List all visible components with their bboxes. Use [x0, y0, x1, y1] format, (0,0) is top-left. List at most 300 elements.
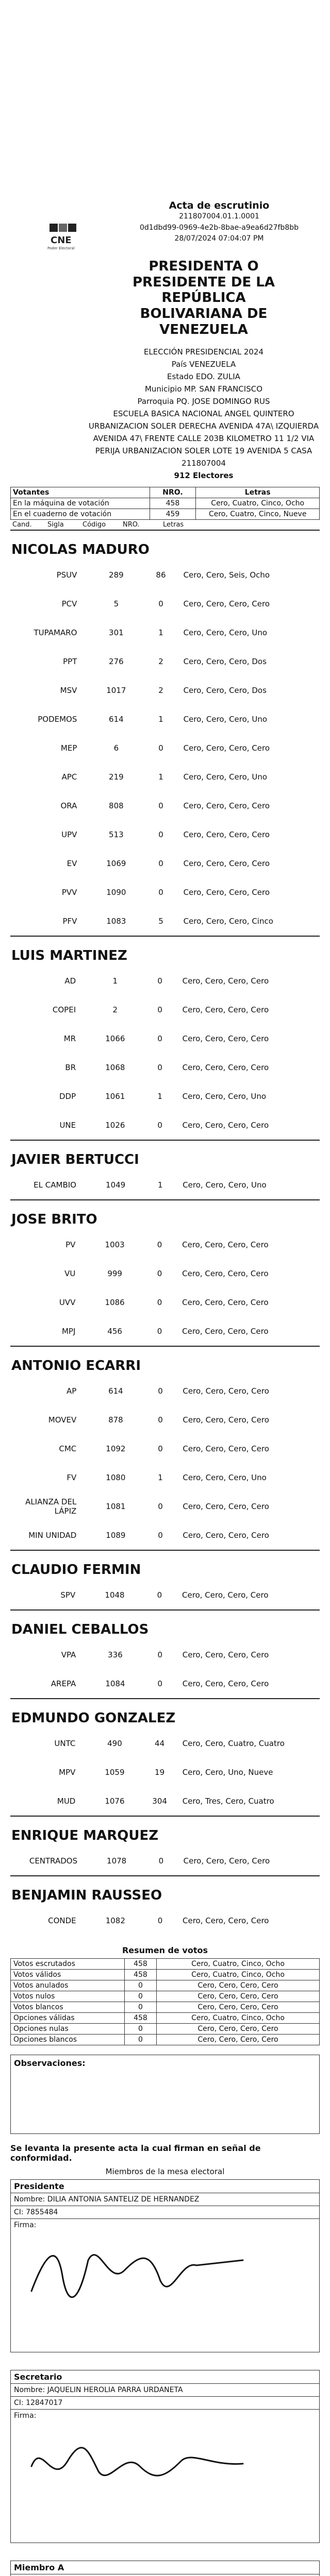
- candidate-table: [10, 1846, 320, 1875]
- candidate-name: ENRIQUE MARQUEZ: [10, 1816, 320, 1846]
- cell-letras: Cero, Cero, Cero, Cero: [157, 2035, 320, 2045]
- cell-nro: 0: [124, 2002, 156, 2013]
- cell-letras: Cero, Cero, Cero, Uno: [183, 628, 267, 638]
- cell-nro: 0: [124, 2024, 156, 2035]
- member-card: [10, 2561, 320, 2576]
- cell-letras: Cero, Cero, Cero, Dos: [183, 686, 267, 696]
- table-row: [11, 2035, 320, 2045]
- cell-sigla: COPEI: [52, 1005, 76, 1015]
- acta-serial: 0d1dbd99-0969-4e2b-8bae-a9ea6d27fb8bb: [139, 223, 299, 232]
- cell-nro: 0: [158, 859, 163, 869]
- cell-letras: Cero, Tres, Cero, Cuatro: [182, 1797, 274, 1806]
- cell-cod: 1090: [106, 888, 126, 897]
- candidate-name: ANTONIO ECARRI: [10, 1346, 320, 1377]
- table-row: [10, 647, 320, 676]
- cell-cod: 1089: [106, 1531, 126, 1540]
- cell-nro: 0: [158, 599, 163, 609]
- member-ci: CI: 12847017: [11, 2397, 319, 2410]
- main-title: [10, 259, 320, 337]
- cell-nro: 1: [157, 1180, 163, 1190]
- cell-sigla: PODEMOS: [38, 715, 77, 724]
- candidate-name: JAVIER BERTUCCI: [10, 1140, 320, 1171]
- cell-sigla: APC: [61, 772, 77, 782]
- row-label: En la máquina de votación: [11, 498, 150, 509]
- cell-sigla: CONDE: [48, 1916, 76, 1926]
- cell-letras: Cero, Cero, Cero, Cero: [157, 2024, 320, 2035]
- candidate-table: [10, 1581, 320, 1609]
- cell-letras: Cero, Cero, Cero, Cero: [182, 1240, 269, 1250]
- cell-nro: 0: [157, 1240, 162, 1250]
- table-row: [10, 1492, 320, 1521]
- cell-letras: Cero, Cero, Cero, Cero: [182, 1063, 269, 1073]
- cell-sigla: SPV: [60, 1590, 76, 1600]
- main-title-line: REPÚBLICA: [161, 290, 246, 306]
- svg-text:Poder Electoral: Poder Electoral: [47, 246, 75, 250]
- cell-letras: Cero, Cero, Cero, Cero: [182, 976, 269, 986]
- parish: Parroquia PQ. JOSE DOMINGO RUS: [137, 397, 270, 406]
- cell-nro: 304: [152, 1797, 167, 1806]
- cell-sigla: UNE: [59, 1121, 76, 1130]
- cell-nro: 19: [155, 1768, 165, 1777]
- cell-sigla: PSUV: [56, 570, 77, 580]
- main-title-line: VENEZUELA: [159, 321, 248, 337]
- table-row: [10, 1053, 320, 1082]
- col-header: NRO.: [123, 521, 140, 529]
- cell-sigla: BR: [65, 1063, 76, 1073]
- row-nro: 458: [150, 498, 196, 509]
- voting-center: ESCUELA BASICA NACIONAL ANGEL QUINTERO: [113, 409, 294, 419]
- electores: 912 Electores: [174, 471, 234, 481]
- member-role: Secretario: [11, 2370, 319, 2384]
- cell-letras: Cero, Cero, Cero, Uno: [182, 1092, 267, 1101]
- cell-letras: Cero, Cero, Cero, Cinco: [183, 917, 273, 926]
- cell-cod: 1080: [106, 1473, 126, 1483]
- cell-letras: Cero, Cero, Cero, Dos: [183, 657, 267, 667]
- cell-nro: 1: [157, 1092, 162, 1101]
- candidate-name: EDMUNDO GONZALEZ: [10, 1698, 320, 1729]
- table-row: [10, 791, 320, 820]
- cell-sigla: EV: [67, 859, 77, 869]
- table-row: [10, 705, 320, 734]
- cell-letras: Cero, Cero, Cero, Uno: [183, 1180, 267, 1190]
- table-row: [10, 1669, 320, 1698]
- cell-sigla: AREPA: [51, 1679, 76, 1689]
- svg-text:CNE: CNE: [51, 235, 72, 246]
- cell-nro: 0: [157, 976, 162, 986]
- firma-label: Firma:: [14, 2221, 37, 2230]
- cell-sigla: MIN UNIDAD: [28, 1531, 77, 1540]
- cell-nro: 0: [158, 1856, 164, 1866]
- cell-sigla: UVV: [59, 1298, 76, 1308]
- cell-nro: 0: [158, 1415, 163, 1425]
- cell-nro: 458: [124, 1959, 156, 1970]
- miembros-title: Miembros de la mesa electoral: [105, 2167, 225, 2177]
- col-header: Letras: [163, 521, 184, 529]
- cell-cod: 614: [109, 715, 124, 724]
- table-row: [10, 1317, 320, 1346]
- cell-nro: 0: [158, 1386, 163, 1396]
- resumen-title: Resumen de votos: [122, 1945, 208, 1956]
- cell-nro: 1: [158, 628, 163, 638]
- cell-nro: 0: [158, 1502, 163, 1512]
- table-row: [10, 849, 320, 878]
- cell-nro: 0: [158, 888, 163, 897]
- cell-cod: 219: [109, 772, 124, 782]
- header: [10, 200, 320, 251]
- table-row: [10, 1521, 320, 1550]
- table-row: [11, 509, 320, 520]
- cell-nro: 0: [158, 743, 163, 753]
- cell-nro: 0: [157, 1298, 162, 1308]
- table-row: [10, 561, 320, 589]
- table-row: [10, 1434, 320, 1463]
- table-row: [11, 2002, 320, 2013]
- cell-cod: 1082: [105, 1916, 125, 1926]
- table-row: [10, 1758, 320, 1787]
- table-row: [10, 1171, 320, 1199]
- cell-sigla: ORA: [60, 801, 77, 811]
- col-header: Sigla: [47, 521, 64, 529]
- candidate-table: [10, 1171, 320, 1199]
- candidate-table: [10, 1230, 320, 1346]
- cell-nro: 0: [157, 1916, 163, 1926]
- table-row: [10, 878, 320, 907]
- cell-letras: Cero, Cero, Cero, Cero: [182, 1121, 269, 1130]
- member-role: Presidente: [11, 2180, 319, 2193]
- cell-letras: Cero, Cero, Cero, Uno: [183, 1473, 267, 1483]
- cell-label: Votos nulos: [11, 1991, 125, 2002]
- member-name: Nombre: JAQUELIN HEROLIA PARRA URDANETA: [11, 2384, 319, 2397]
- cell-label: Votos blancos: [11, 2002, 125, 2013]
- handwritten-signature: [26, 2420, 274, 2523]
- cell-letras: Cero, Cuatro, Cinco, Ocho: [157, 2013, 320, 2024]
- cell-letras: Cero, Cero, Cero, Cero: [183, 1531, 269, 1540]
- cell-letras: Cero, Cero, Cero, Cero: [183, 1386, 269, 1396]
- col-header: Votantes: [11, 487, 150, 498]
- cell-sigla: PV: [65, 1240, 76, 1250]
- cell-cod: 1092: [106, 1444, 126, 1454]
- cell-sigla: CMC: [59, 1444, 77, 1454]
- table-row: [11, 498, 320, 509]
- table-row: [11, 1959, 320, 1970]
- row-letras: Cero, Cuatro, Cinco, Ocho: [196, 498, 320, 509]
- cell-letras: Cero, Cero, Cuatro, Cuatro: [182, 1739, 285, 1749]
- cell-sigla: UNTC: [54, 1739, 76, 1749]
- col-header: Letras: [196, 487, 320, 498]
- cell-sigla: MOVEV: [48, 1415, 77, 1425]
- table-row: [11, 1970, 320, 1980]
- cell-cod: 1083: [106, 917, 126, 926]
- cell-cod: 513: [109, 830, 124, 840]
- table-row: [10, 995, 320, 1024]
- cell-label: Opciones blancos: [11, 2035, 125, 2045]
- col-header: NRO.: [150, 487, 196, 498]
- cell-letras: Cero, Cero, Cero, Cero: [183, 888, 270, 897]
- cell-letras: Cero, Cero, Cero, Uno: [183, 715, 267, 724]
- cell-sigla: ALIANZA DEL LÁPIZ: [25, 1497, 77, 1516]
- cell-sigla: DDP: [59, 1092, 76, 1101]
- cell-letras: Cero, Cero, Cero, Cero: [183, 801, 270, 811]
- table-row: [10, 1846, 320, 1875]
- cne-logo: [10, 200, 119, 251]
- cell-sigla: VU: [64, 1269, 76, 1279]
- center-code: 211807004: [182, 459, 226, 468]
- cell-letras: Cero, Cero, Cero, Cero: [183, 743, 270, 753]
- cell-letras: Cero, Cero, Cero, Cero: [183, 1415, 269, 1425]
- cell-nro: 0: [158, 1531, 163, 1540]
- cell-cod: 808: [109, 801, 124, 811]
- cell-sigla: MEP: [60, 743, 77, 753]
- cell-cod: 1066: [105, 1034, 125, 1044]
- cell-nro: 1: [158, 1473, 163, 1483]
- cell-sigla: PVV: [61, 888, 77, 897]
- cell-cod: 456: [107, 1327, 122, 1336]
- cell-nro: 0: [124, 1980, 156, 1991]
- cell-cod: 999: [107, 1269, 122, 1279]
- cell-nro: 1: [158, 772, 163, 782]
- cell-letras: Cero, Cero, Cero, Cero: [183, 1856, 270, 1866]
- cell-sigla: MPJ: [61, 1327, 76, 1336]
- cell-nro: 0: [157, 1005, 162, 1015]
- candidate-table: [10, 1377, 320, 1550]
- cell-label: Opciones válidas: [11, 2013, 125, 2024]
- cell-nro: 0: [157, 1121, 162, 1130]
- cell-cod: 1003: [105, 1240, 125, 1250]
- cell-cod: 1061: [105, 1092, 125, 1101]
- acta-code: 211807004.01.1.0001: [179, 212, 259, 221]
- candidates-section: [10, 530, 320, 1935]
- cell-letras: Cero, Cero, Cero, Cero: [182, 1590, 269, 1600]
- address: URBANIZACION SOLER DERECHA AVENIDA 47A\ IZQUIERDA AVENIDA 47\ FRENTE CALLE 203B KILOMETRO 11 1/2 VIA PERIJA URBANIZACION SOLER LOTE 19 AVENIDA 5 CASA: [88, 421, 319, 456]
- cell-cod: 336: [108, 1650, 123, 1660]
- acta-receipt: [10, 0, 320, 2576]
- member-signature-area: [11, 2219, 319, 2352]
- election-info: [10, 346, 320, 482]
- row-letras: Cero, Cuatro, Cinco, Nueve: [196, 509, 320, 520]
- table-row: [10, 1082, 320, 1111]
- cell-sigla: MUD: [57, 1797, 76, 1806]
- main-title-line: BOLIVARIANA DE: [140, 306, 268, 322]
- member-ci: CI: 7855484: [11, 2206, 319, 2219]
- cell-cod: 301: [109, 628, 124, 638]
- table-row: [10, 1377, 320, 1405]
- cell-cod: 1084: [105, 1679, 125, 1689]
- cell-letras: Cero, Cero, Uno, Nueve: [182, 1768, 273, 1777]
- header-text: [119, 200, 320, 251]
- cell-letras: Cero, Cero, Cero, Cero: [157, 1980, 320, 1991]
- cell-letras: Cero, Cero, Cero, Cero: [182, 1679, 269, 1689]
- cell-cod: 2: [112, 1005, 118, 1015]
- cell-sigla: AP: [66, 1386, 77, 1396]
- cell-nro: 458: [124, 1970, 156, 1980]
- table-row: [10, 967, 320, 995]
- cell-cod: 1069: [106, 859, 126, 869]
- cell-sigla: MPV: [59, 1768, 76, 1777]
- cell-nro: 0: [157, 1327, 162, 1336]
- table-row: [10, 618, 320, 647]
- cell-cod: 1081: [106, 1502, 126, 1512]
- cell-label: Votos anulados: [11, 1980, 125, 1991]
- main-title-line: PRESIDENTE DE LA: [133, 274, 275, 290]
- cell-cod: 1059: [105, 1768, 125, 1777]
- table-row: [10, 676, 320, 705]
- cell-cod: 490: [107, 1739, 122, 1749]
- table-row: [10, 1729, 320, 1758]
- cell-letras: Cero, Cero, Cero, Uno: [183, 772, 267, 782]
- row-label: En el cuaderno de votación: [11, 509, 150, 520]
- cell-sigla: PPT: [63, 657, 77, 667]
- cell-nro: 0: [158, 801, 163, 811]
- table-row: [10, 1111, 320, 1140]
- table-row: [10, 1640, 320, 1669]
- cell-letras: Cero, Cero, Cero, Cero: [183, 1502, 269, 1512]
- table-row: [10, 1288, 320, 1317]
- cell-nro: 0: [124, 2035, 156, 2045]
- cell-cod: 1: [112, 976, 118, 986]
- acta-title: Acta de escrutinio: [169, 200, 270, 211]
- cell-nro: 0: [157, 1269, 162, 1279]
- cell-cod: 5: [113, 599, 119, 609]
- cell-cod: 1049: [106, 1180, 126, 1190]
- cell-sigla: VPA: [61, 1650, 76, 1660]
- state: Estado EDO. ZULIA: [167, 372, 240, 382]
- cell-letras: Cero, Cero, Cero, Cero: [182, 1005, 269, 1015]
- table-row: [10, 1906, 320, 1935]
- cell-nro: 0: [157, 1034, 162, 1044]
- observaciones-box: [10, 2055, 320, 2134]
- members-section: [10, 2179, 320, 2576]
- candidate-name: BENJAMIN RAUSSEO: [10, 1875, 320, 1906]
- cell-nro: 86: [156, 570, 166, 580]
- cell-nro: 0: [157, 1063, 162, 1073]
- election-name: ELECCIÓN PRESIDENCIAL 2024: [143, 347, 264, 357]
- votantes-table: [10, 487, 320, 520]
- member-name: Nombre: DILIA ANTONIA SANTELIZ DE HERNANDEZ: [11, 2193, 319, 2206]
- cell-nro: 0: [158, 1444, 163, 1454]
- cell-letras: Cero, Cero, Cero, Cero: [182, 1034, 269, 1044]
- cell-nro: 2: [158, 686, 163, 696]
- cell-cod: 878: [108, 1415, 123, 1425]
- cell-cod: 1026: [105, 1121, 125, 1130]
- table-row: [10, 762, 320, 791]
- cell-cod: 6: [113, 743, 119, 753]
- table-row: [10, 1259, 320, 1288]
- cell-nro: 0: [157, 1650, 162, 1660]
- table-row: [10, 907, 320, 936]
- cell-sigla: MSV: [60, 686, 77, 696]
- cell-sigla: EL CAMBIO: [34, 1180, 76, 1190]
- cell-cod: 1086: [105, 1298, 125, 1308]
- cell-letras: Cero, Cero, Cero, Cero: [182, 1650, 269, 1660]
- cell-sigla: TUPAMARO: [34, 628, 77, 638]
- cell-cod: 1078: [107, 1856, 127, 1866]
- candidate-name: LUIS MARTINEZ: [10, 936, 320, 967]
- cell-nro: 0: [157, 1679, 162, 1689]
- cell-sigla: AD: [64, 976, 76, 986]
- table-row: [11, 1980, 320, 1991]
- cell-sigla: PFV: [62, 917, 77, 926]
- cell-letras: Cero, Cero, Cero, Cero: [157, 2002, 320, 2013]
- municipality: Municipio MP. SAN FRANCISCO: [144, 384, 263, 394]
- member-signature-area: [11, 2410, 319, 2543]
- candidate-table: [10, 1640, 320, 1698]
- cell-letras: Cero, Cero, Cero, Cero: [157, 1991, 320, 2002]
- cell-cod: 289: [109, 570, 124, 580]
- table-row: [10, 1463, 320, 1492]
- candidate-name: CLAUDIO FERMIN: [10, 1550, 320, 1581]
- observaciones-label: Observaciones:: [14, 2058, 86, 2069]
- candidate-table: [10, 561, 320, 936]
- table-row: [11, 1991, 320, 2002]
- table-row: [10, 734, 320, 762]
- cell-nro: 1: [158, 715, 163, 724]
- cell-letras: Cero, Cero, Cero, Cero: [183, 1444, 269, 1454]
- table-row: [10, 1024, 320, 1053]
- cell-cod: 276: [109, 657, 124, 667]
- table-row: [11, 2013, 320, 2024]
- cell-sigla: MR: [63, 1034, 76, 1044]
- cell-letras: Cero, Cero, Cero, Cero: [183, 859, 270, 869]
- member-card: [10, 2179, 320, 2352]
- member-card: [10, 2370, 320, 2543]
- handwritten-signature: [26, 2229, 274, 2332]
- cell-sigla: FV: [67, 1473, 77, 1483]
- cell-letras: Cero, Cuatro, Cinco, Ocho: [157, 1959, 320, 1970]
- candidates-header: [10, 520, 320, 530]
- cell-nro: 5: [158, 917, 163, 926]
- resumen-table: [10, 1958, 320, 2045]
- cell-nro: 458: [124, 2013, 156, 2024]
- cell-cod: 1076: [105, 1797, 125, 1806]
- candidate-name: NICOLAS MADURO: [10, 530, 320, 561]
- table-row: [10, 1787, 320, 1816]
- candidate-table: [10, 1906, 320, 1935]
- firma-label: Firma:: [14, 2412, 37, 2420]
- cell-nro: 44: [155, 1739, 165, 1749]
- table-row: [10, 1581, 320, 1609]
- cell-letras: Cero, Cero, Cero, Cero: [182, 1298, 269, 1308]
- country: País VENEZUELA: [171, 360, 236, 369]
- main-title-line: PRESIDENTA O: [148, 259, 259, 274]
- cell-cod: 1017: [106, 686, 126, 696]
- member-role: Miembro A: [11, 2561, 319, 2574]
- cell-letras: Cero, Cuatro, Cinco, Ocho: [157, 1970, 320, 1980]
- cell-sigla: PCV: [61, 599, 77, 609]
- candidate-table: [10, 967, 320, 1140]
- candidate-table: [10, 1729, 320, 1816]
- cell-letras: Cero, Cero, Seis, Ocho: [183, 570, 270, 580]
- table-row: [11, 2024, 320, 2035]
- col-header: Cand.: [12, 521, 32, 529]
- table-row: [10, 589, 320, 618]
- cne-logo-icon: [46, 221, 82, 251]
- row-nro: 459: [150, 509, 196, 520]
- cell-letras: Cero, Cero, Cero, Cero: [182, 1327, 269, 1336]
- cell-nro: 0: [124, 1991, 156, 2002]
- cell-nro: 0: [158, 830, 163, 840]
- cell-letras: Cero, Cero, Cero, Cero: [183, 830, 270, 840]
- cell-letras: Cero, Cero, Cero, Cero: [183, 1916, 269, 1926]
- cell-nro: 2: [158, 657, 163, 667]
- acta-datetime: 28/07/2024 07:04:07 PM: [174, 234, 264, 243]
- cell-sigla: UPV: [61, 830, 77, 840]
- table-row: [10, 1405, 320, 1434]
- cell-letras: Cero, Cero, Cero, Cero: [182, 1269, 269, 1279]
- cell-nro: 0: [157, 1590, 162, 1600]
- cell-sigla: CENTRADOS: [29, 1856, 78, 1866]
- cell-cod: 1048: [105, 1590, 125, 1600]
- col-header: Código: [82, 521, 106, 529]
